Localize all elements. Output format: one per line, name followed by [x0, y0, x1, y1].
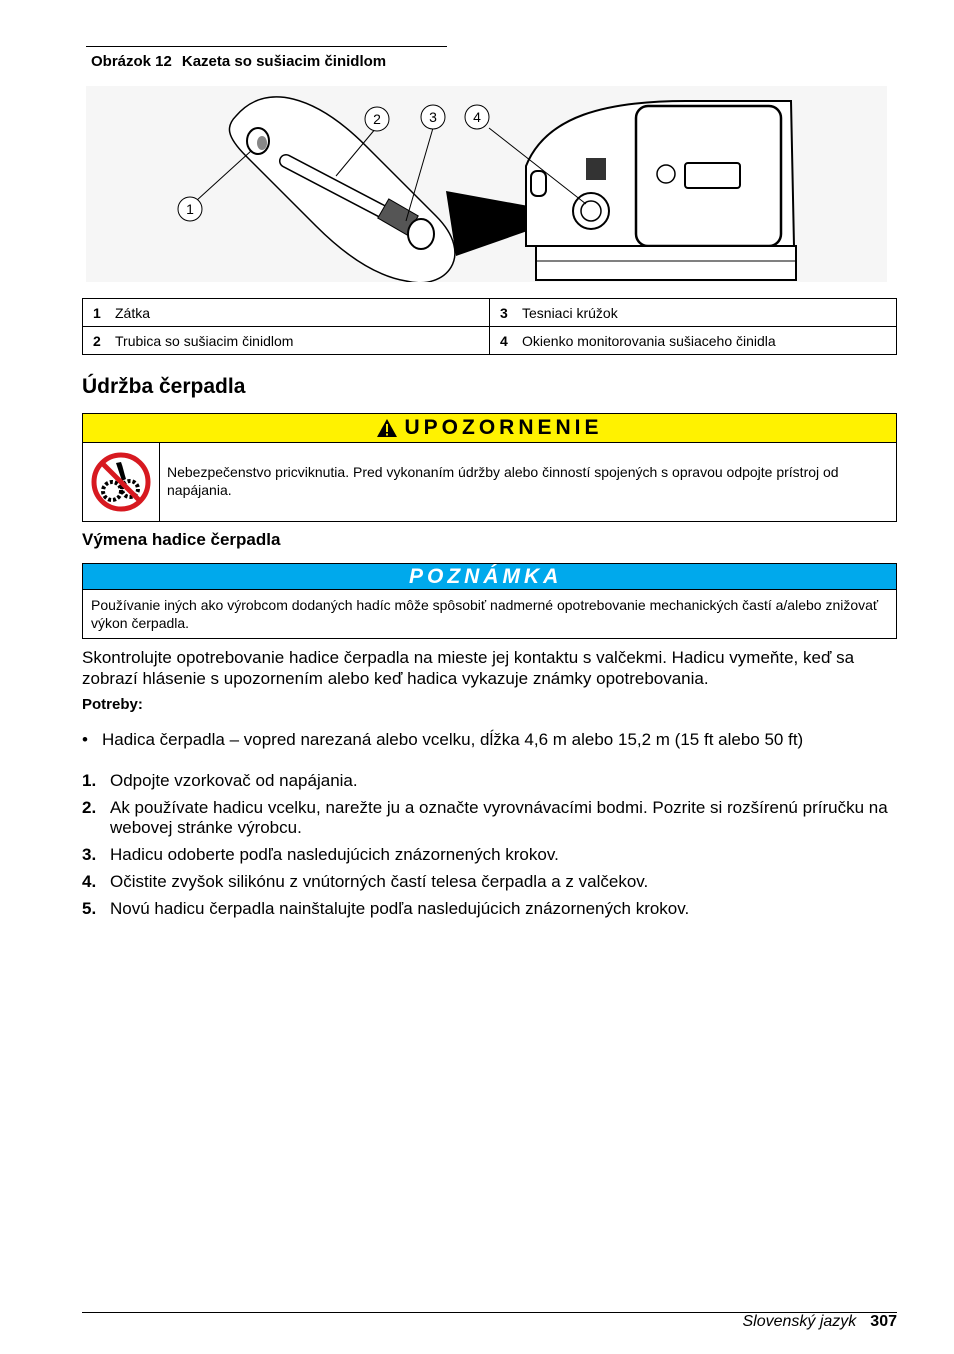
- footer-language: Slovenský jazyk: [742, 1313, 857, 1330]
- svg-text:2: 2: [373, 111, 381, 127]
- figure-number: Obrázok 12: [91, 53, 172, 70]
- legend-cell: 3 Tesniaci krúžok: [490, 299, 897, 327]
- callout-2: [365, 107, 389, 131]
- note-text: Používanie iných ako výrobcom dodaných hadíc môže spôsobiť nadmerné opotrebovanie mechanických častí a/alebo znižovať výkon čerpadla.: [91, 597, 879, 631]
- subsection-title: Výmena hadice čerpadla: [82, 530, 281, 549]
- note-box: [82, 563, 897, 639]
- legend-row: [83, 299, 897, 327]
- svg-text:1: 1: [186, 201, 194, 217]
- step-item: 4. Očistite zvyšok silikónu z vnútorných častí telesa čerpadla a z valčekov.: [82, 872, 649, 891]
- step-item: 1. Odpojte vzorkovač od napájania.: [82, 771, 358, 790]
- callout-4: [465, 105, 489, 129]
- figure-title: Kazeta so sušiacim činidlom: [181, 53, 387, 70]
- warning-header: [83, 414, 896, 443]
- warning-triangle-icon: [376, 418, 398, 438]
- svg-text:3: 3: [429, 109, 437, 125]
- desiccant-cartridge-illustration: [86, 86, 887, 282]
- sampler-instrument: [526, 101, 796, 280]
- step-item: 5. Novú hadicu čerpadla nainštalujte podľa nasledujúcich znázornených krokov.: [82, 899, 690, 918]
- pinch-hazard-icon: [83, 443, 160, 521]
- caption-rule: [86, 46, 447, 47]
- legend-cell: 1 Zátka: [83, 299, 490, 327]
- warning-text: Nebezpečenstvo pricviknutia. Pred vykonaním údržby alebo činností spojených s opravou odpojte prístroj od napájania.: [167, 464, 839, 498]
- needs-label: Potreby:: [82, 696, 143, 713]
- step-item: 3. Hadicu odoberte podľa nasledujúcich znázornených krokov.: [82, 845, 559, 864]
- step-item: 2. Ak používate hadicu vcelku, narežte ju a označte vyrovnávacími bodmi. Pozrite si rozšírenú príručku na webovej stránke výrobcu.: [82, 798, 888, 837]
- legend-row: [83, 327, 897, 355]
- page-footer: [742, 1313, 897, 1331]
- callout-1: [178, 197, 202, 221]
- legend-cell: 2 Trubica so sušiacim činidlom: [83, 327, 490, 355]
- figure-caption: [91, 53, 386, 70]
- procedure-steps: [82, 771, 897, 926]
- warning-label: UPOZORNENIE: [404, 416, 603, 439]
- section-title: Údržba čerpadla: [82, 375, 246, 398]
- legend-cell: 4 Okienko monitorovania sušiaceho činidla: [490, 327, 897, 355]
- callout-3: [421, 105, 445, 129]
- warning-box: [82, 413, 897, 522]
- note-label: POZNÁMKA: [83, 564, 896, 590]
- svg-text:4: 4: [473, 109, 481, 125]
- figure-legend-table: [82, 298, 897, 355]
- intro-paragraph: Skontrolujte opotrebovanie hadice čerpadla na mieste jej kontaktu s valčekmi. Hadicu vymeňte, keď sa zobrazí hlásenie s upozornením alebo keď hadica vykazuje známky opotrebovania.: [82, 648, 855, 688]
- page-number: 307: [870, 1313, 897, 1330]
- needs-list-item: • Hadica čerpadla – vopred narezaná alebo vcelku, dĺžka 4,6 m alebo 15,2 m (15 ft alebo 50 ft): [82, 730, 804, 749]
